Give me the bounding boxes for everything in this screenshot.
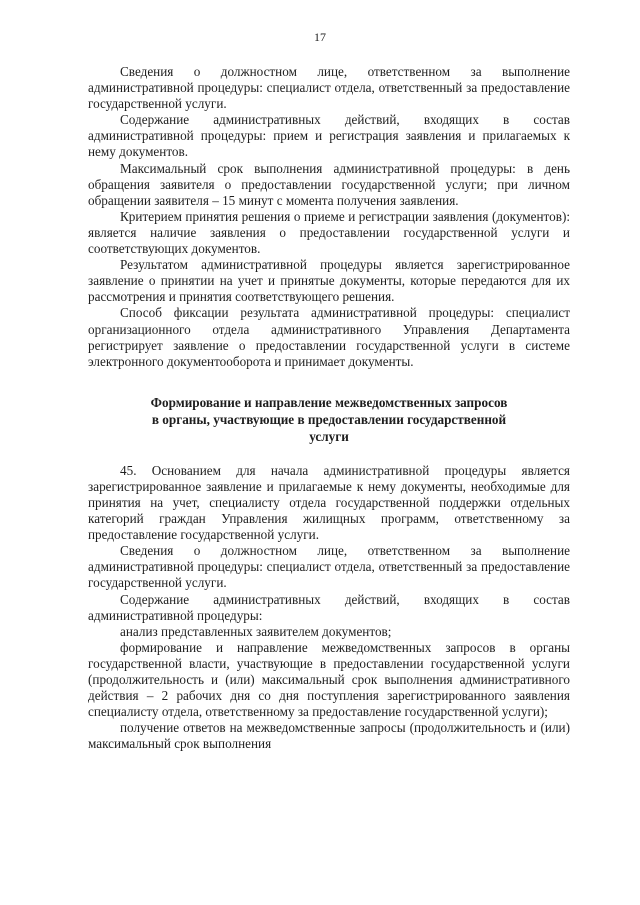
paragraph-result-recording: Способ фиксации результата административной процедуры: специалист организационного отдела административного Управления Департамента регистрирует заявление о предоставлении государственной услуги в системе электронного документооборота и принимает документы. [88,305,570,369]
paragraph-decision-criterion: Критерием принятия решения о приеме и регистрации заявления (документов): является наличие заявления о предоставлении государственной услуги и соответствующих документов. [88,208,570,257]
paragraph-official-info-2: Сведения о должностном лице, ответственном за выполнение административной процедуры: специалист отдела, ответственный за предоставление государственной услуги. [88,543,570,591]
paragraph-requests-forming: формирование и направление межведомственных запросов в органы государственной власти, участвующие в предоставлении государственной услуги (продолжительность и (или) максимальный срок выполнения административного действия – 2 рабочих дня со дня поступления зарегистрированного заявления специалисту отдела, ответственному за предоставление государственной услуги); [88,639,570,720]
section-heading-line: Формирование и направление межведомственных запросов [150,394,508,410]
paragraph-responses-receipt: получение ответов на межведомственные запросы (продолжительность и (или) максимальный срок выполнения [88,720,570,752]
paragraph-actions-content: Содержание административных действий, входящих в состав административной процедуры: прием и регистрация заявления и прилагаемых к нему документов. [88,112,570,160]
document-body [88,64,570,752]
paragraph-item-45: 45. Основанием для начала административной процедуры является зарегистрированное заявление и прилагаемые к нему документы, необходимые для принятия на учет, специалисту отдела государственной поддержки отдельных категорий граждан Управления жилищных программ, ответственному за предоставление государственной услуги. [88,462,570,543]
page-number: 17 [314,30,326,44]
section-heading-line: услуги [309,428,349,444]
section-heading [88,394,570,445]
paragraph-analysis: анализ представленных заявителем документов; [120,623,392,639]
section-heading-line: в органы, участвующие в предоставлении государственной [151,411,507,427]
paragraph-actions-content-2: Содержание административных действий, входящих в состав административной процедуры: [88,591,570,623]
paragraph-max-duration: Максимальный срок выполнения административной процедуры: в день обращения заявителя о предоставлении государственной услуги; при личном обращении заявителя – 15 минут с момента получения заявления. [88,160,570,208]
paragraph-result: Результатом административной процедуры является зарегистрированное заявление о принятии на учет и принятые документы, которые передаются для их рассмотрения и принятия соответствующего решения. [88,257,570,305]
paragraph-official-info: Сведения о должностном лице, ответственном за выполнение административной процедуры: специалист отдела, ответственный за предоставление государственной услуги. [88,64,570,112]
